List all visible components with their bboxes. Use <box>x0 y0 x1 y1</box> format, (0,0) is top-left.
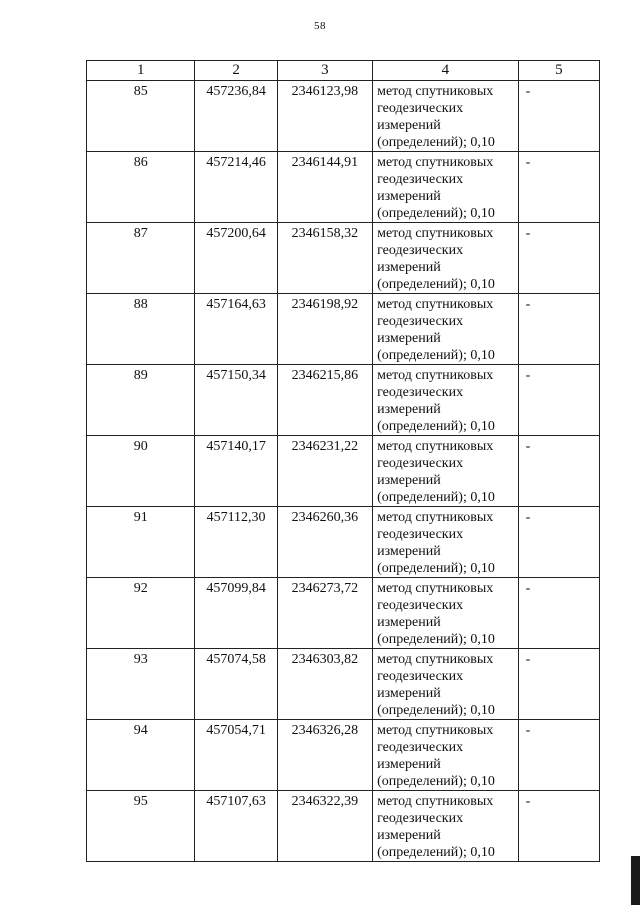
method-text-line: геодезических <box>377 456 464 471</box>
method-text-line: измерений <box>377 402 441 417</box>
method-text-line: (определений); 0,10 <box>377 561 495 576</box>
method-text-line: измерений <box>377 544 441 559</box>
method-text-line: измерений <box>377 686 441 701</box>
table-row <box>87 720 600 791</box>
method-text-line: геодезических <box>377 314 464 329</box>
method-cell <box>373 507 519 578</box>
method-cell <box>373 81 519 152</box>
note-cell: - <box>518 720 599 791</box>
note-cell: - <box>518 223 599 294</box>
point-number-cell: 94 <box>87 720 195 791</box>
method-text-line: метод спутниковых <box>377 794 494 809</box>
table-row <box>87 81 600 152</box>
method-text-line: (определений); 0,10 <box>377 703 495 718</box>
table-row <box>87 649 600 720</box>
point-number-cell: 85 <box>87 81 195 152</box>
table-row <box>87 223 600 294</box>
method-text-line: геодезических <box>377 385 464 400</box>
column-header-1: 1 <box>87 61 195 81</box>
note-cell: - <box>518 578 599 649</box>
y-coordinate-cell: 2346326,28 <box>277 720 372 791</box>
y-coordinate-cell: 2346144,91 <box>277 152 372 223</box>
method-text-line: измерений <box>377 118 441 133</box>
method-text-line: (определений); 0,10 <box>377 845 495 860</box>
table-row <box>87 152 600 223</box>
table-row <box>87 507 600 578</box>
note-cell: - <box>518 507 599 578</box>
column-header-5: 5 <box>518 61 599 81</box>
method-text-line: метод спутниковых <box>377 368 494 383</box>
method-text-line: метод спутниковых <box>377 297 494 312</box>
y-coordinate-cell: 2346260,36 <box>277 507 372 578</box>
point-number-cell: 95 <box>87 791 195 862</box>
table-row <box>87 294 600 365</box>
method-text-line: измерений <box>377 260 441 275</box>
method-text-line: метод спутниковых <box>377 510 494 525</box>
point-number-cell: 93 <box>87 649 195 720</box>
method-text-line: геодезических <box>377 811 464 826</box>
y-coordinate-cell: 2346231,22 <box>277 436 372 507</box>
x-coordinate-cell: 457150,34 <box>195 365 277 436</box>
y-coordinate-cell: 2346158,32 <box>277 223 372 294</box>
method-cell <box>373 294 519 365</box>
point-number-cell: 89 <box>87 365 195 436</box>
note-cell: - <box>518 365 599 436</box>
method-cell <box>373 649 519 720</box>
x-coordinate-cell: 457236,84 <box>195 81 277 152</box>
scan-edge-mark <box>631 856 640 905</box>
table-row <box>87 578 600 649</box>
method-text-line: (определений); 0,10 <box>377 348 495 363</box>
x-coordinate-cell: 457214,46 <box>195 152 277 223</box>
x-coordinate-cell: 457099,84 <box>195 578 277 649</box>
method-text-line: геодезических <box>377 740 464 755</box>
method-text-line: геодезических <box>377 172 464 187</box>
y-coordinate-cell: 2346273,72 <box>277 578 372 649</box>
page-number: 58 <box>314 20 326 32</box>
note-cell: - <box>518 649 599 720</box>
table-row <box>87 436 600 507</box>
method-text-line: геодезических <box>377 598 464 613</box>
method-text-line: геодезических <box>377 101 464 116</box>
x-coordinate-cell: 457164,63 <box>195 294 277 365</box>
coordinates-table <box>86 60 600 862</box>
point-number-cell: 92 <box>87 578 195 649</box>
x-coordinate-cell: 457112,30 <box>195 507 277 578</box>
note-cell: - <box>518 81 599 152</box>
column-header-4: 4 <box>373 61 519 81</box>
table-header <box>87 61 600 81</box>
method-text-line: (определений); 0,10 <box>377 632 495 647</box>
point-number-cell: 86 <box>87 152 195 223</box>
point-number-cell: 91 <box>87 507 195 578</box>
method-text-line: метод спутниковых <box>377 652 494 667</box>
x-coordinate-cell: 457200,64 <box>195 223 277 294</box>
method-cell <box>373 436 519 507</box>
method-cell <box>373 152 519 223</box>
method-cell <box>373 791 519 862</box>
method-text-line: (определений); 0,10 <box>377 206 495 221</box>
method-text-line: (определений); 0,10 <box>377 277 495 292</box>
table-row <box>87 365 600 436</box>
method-text-line: измерений <box>377 757 441 772</box>
table-row <box>87 791 600 862</box>
x-coordinate-cell: 457074,58 <box>195 649 277 720</box>
method-cell <box>373 720 519 791</box>
method-cell <box>373 365 519 436</box>
point-number-cell: 90 <box>87 436 195 507</box>
method-text-line: метод спутниковых <box>377 84 494 99</box>
x-coordinate-cell: 457054,71 <box>195 720 277 791</box>
y-coordinate-cell: 2346322,39 <box>277 791 372 862</box>
y-coordinate-cell: 2346123,98 <box>277 81 372 152</box>
method-cell <box>373 578 519 649</box>
y-coordinate-cell: 2346303,82 <box>277 649 372 720</box>
point-number-cell: 88 <box>87 294 195 365</box>
method-text-line: геодезических <box>377 527 464 542</box>
method-text-line: измерений <box>377 189 441 204</box>
method-text-line: метод спутниковых <box>377 155 494 170</box>
note-cell: - <box>518 791 599 862</box>
table-body <box>87 81 600 862</box>
method-text-line: метод спутниковых <box>377 723 494 738</box>
method-text-line: измерений <box>377 331 441 346</box>
x-coordinate-cell: 457107,63 <box>195 791 277 862</box>
column-header-3: 3 <box>277 61 372 81</box>
header-row <box>87 61 600 81</box>
method-text-line: метод спутниковых <box>377 581 494 596</box>
column-header-2: 2 <box>195 61 277 81</box>
note-cell: - <box>518 294 599 365</box>
method-cell <box>373 223 519 294</box>
method-text-line: (определений); 0,10 <box>377 490 495 505</box>
y-coordinate-cell: 2346198,92 <box>277 294 372 365</box>
method-text-line: измерений <box>377 615 441 630</box>
method-text-line: измерений <box>377 828 441 843</box>
note-cell: - <box>518 152 599 223</box>
note-cell: - <box>518 436 599 507</box>
method-text-line: (определений); 0,10 <box>377 419 495 434</box>
method-text-line: метод спутниковых <box>377 226 494 241</box>
method-text-line: метод спутниковых <box>377 439 494 454</box>
method-text-line: геодезических <box>377 669 464 684</box>
x-coordinate-cell: 457140,17 <box>195 436 277 507</box>
method-text-line: (определений); 0,10 <box>377 774 495 789</box>
method-text-line: измерений <box>377 473 441 488</box>
method-text-line: (определений); 0,10 <box>377 135 495 150</box>
method-text-line: геодезических <box>377 243 464 258</box>
y-coordinate-cell: 2346215,86 <box>277 365 372 436</box>
point-number-cell: 87 <box>87 223 195 294</box>
